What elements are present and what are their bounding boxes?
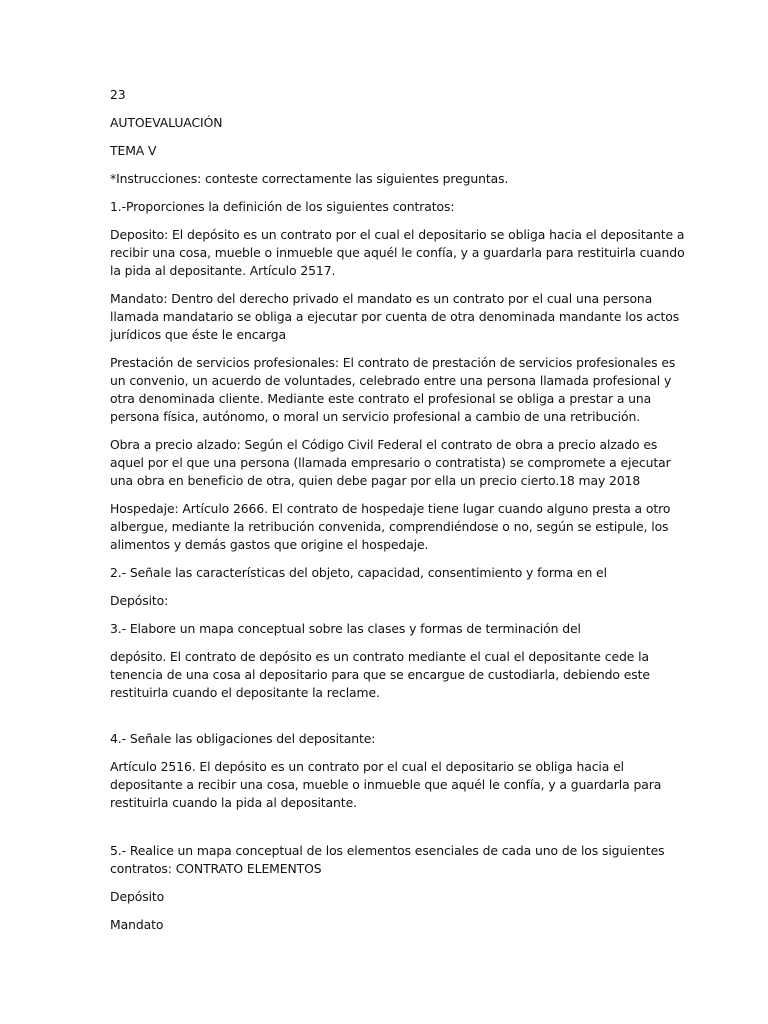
list-item-mandato: Mandato (110, 917, 164, 932)
text-line: Prestación de servicios profesionales: El contrato de prestación de servicios profesionales es (110, 355, 676, 370)
question-1-title: 1.-Proporciones la definición de los siguientes contratos: (110, 199, 455, 214)
document-page (110, 86, 685, 944)
text-line: jurídicos que éste le encarga (110, 327, 287, 342)
text-line: contratos: CONTRATO ELEMENTOS (110, 861, 322, 876)
definition-deposito (110, 226, 685, 280)
list-item-deposito: Depósito (110, 889, 165, 904)
page-number: 23 (110, 87, 126, 102)
text-line: un convenio, un acuerdo de voluntades, celebrado entre una persona llamada profesional y (110, 373, 672, 388)
document-heading: AUTOEVALUACIÓN (110, 115, 223, 130)
definition-prestacion (110, 354, 676, 426)
text-line: alimentos y demás gastos que origine el hospedaje. (110, 537, 429, 552)
text-line: depositante a recibir una cosa, mueble o inmueble que aquél le confía, y a guardarla para (110, 777, 662, 792)
text-line: otra denominada cliente. Mediante este contrato el profesional se obliga a prestar a una (110, 391, 652, 406)
text-line: albergue, mediante la retribución convenida, comprendiéndose o no, según se estipule, los (110, 519, 669, 534)
text-line: recibir una cosa, mueble o inmueble que aquél le confía, y a guardarla para restituirla cuando (110, 245, 685, 260)
definition-obra (110, 436, 671, 490)
question-4-title: 4.- Señale las obligaciones del depositante: (110, 731, 376, 746)
text-line: tenencia de una cosa al depositario para que se encargue de custodiarla, debiendo este (110, 667, 650, 682)
definition-mandato (110, 290, 680, 344)
question-3-title: 3.- Elabore un mapa conceptual sobre las clases y formas de terminación del (110, 621, 581, 636)
text-line: llamada mandatario se obliga a ejecutar por cuenta de otra denominada mandante los actos (110, 309, 680, 324)
question-2-sub: Depósito: (110, 593, 169, 608)
text-line: restituirla cuando la pida al depositante. (110, 795, 357, 810)
text-line: Hospedaje: Artículo 2666. El contrato de hospedaje tiene lugar cuando alguno presta a otro (110, 501, 671, 516)
question-2-title: 2.- Señale las características del objeto, capacidad, consentimiento y forma en el (110, 565, 607, 580)
question-5-title (110, 842, 665, 878)
text-line: restituirla cuando el depositante la reclame. (110, 685, 380, 700)
text-line: Mandato: Dentro del derecho privado el mandato es un contrato por el cual una persona (110, 291, 653, 306)
question-4-answer (110, 758, 662, 812)
text-line: Artículo 2516. El depósito es un contrato por el cual el depositario se obliga hacia el (110, 759, 624, 774)
definition-hospedaje (110, 500, 671, 554)
text-line: depósito. El contrato de depósito es un contrato mediante el cual el depositante cede la (110, 649, 649, 664)
text-line: una obra en beneficio de otra, quien debe pagar por ella un precio cierto.18 may 2018 (110, 473, 641, 488)
instructions: *Instrucciones: conteste correctamente las siguientes preguntas. (110, 171, 509, 186)
text-line: persona física, autónomo, o moral un servicio profesional a cambio de una retribución. (110, 409, 641, 424)
text-line: Obra a precio alzado: Según el Código Civil Federal el contrato de obra a precio alzado es (110, 437, 658, 452)
text-line: la pida al depositante. Artículo 2517. (110, 263, 336, 278)
text-line: 5.- Realice un mapa conceptual de los elementos esenciales de cada uno de los siguientes (110, 843, 665, 858)
topic-title: TEMA V (110, 143, 157, 158)
text-line: aquel por el que una persona (llamada empresario o contratista) se compromete a ejecutar (110, 455, 671, 470)
text-line: Deposito: El depósito es un contrato por el cual el depositario se obliga hacia el depositante a (110, 227, 685, 242)
question-3-answer (110, 648, 655, 702)
